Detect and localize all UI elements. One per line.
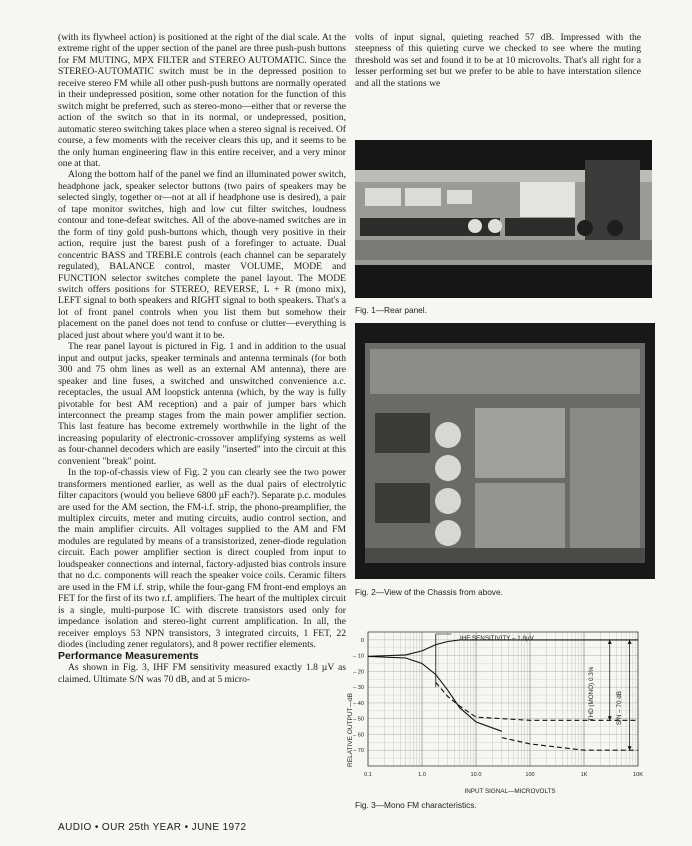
figure2-caption: Fig. 2—View of the Chassis from above. (355, 587, 503, 597)
y-tick-label: 0 (360, 637, 364, 644)
arrow-head (628, 746, 632, 750)
paragraph-muting: volts of input signal, quieting reached 57 dB. Impressed with the steepness of this quieting curve we checked to see where the muting threshold was set and found it to be at 10 microvolts. That's all right for a lesser performing set but we prefer to be able to have interstation silence and all the stations we (355, 32, 641, 89)
page-footer: AUDIO • OUR 25th YEAR • JUNE 1972 (58, 822, 247, 833)
paragraph-chassis: In the top-of-chassis view of Fig. 2 you can clearly see the two power transformers mentioned earlier, as well as the dual pairs of electrolytic filter capacitors (would you believe 6800 µF each?). Separate p.c. modules are used for the AM section, the FM-i.f. strip, the phono-preamplifier, the multiplex circuits, meter and muting circuits, audio control section, and the main amplifier circuits. All voltages supplied to the AM and FM modules are regulated by means of a transistorized, zener-diode regulation circuit. Each power amplifier section is direct coupled from input to loudspeaker connections and internal, factory-adjusted bias controls insure that no d.c. components will reach the speaker voice coils. Ceramic filters are used in the FM i.f. strip, while the four-gang FM front-end employs an FET for the first of its two r.f. amplifiers. The heart of the multiplex circuit is a single, multi-purpose IC with discrete transistors used only for impedance isolation and stereo-light current amplification. In all, the receiver employs 53 NPN transistors, 3 integrated circuits, 1 FET, 22 diodes (including zener regulators), and 8 power rectifier elements. (58, 467, 346, 651)
chassis-photo (355, 323, 655, 579)
chart-series (368, 634, 638, 750)
x-tick-label: 100 (525, 772, 535, 778)
plot-frame (368, 632, 638, 766)
y-tick-label: – 70 (353, 748, 364, 755)
arrow-head (608, 640, 612, 644)
chart-grid (368, 632, 638, 766)
series-line (502, 738, 638, 751)
y-tick-label: – 40 (353, 700, 364, 707)
series-line (368, 640, 638, 657)
mono-fm-chart (338, 618, 656, 796)
y-tick-label: – 30 (353, 685, 364, 692)
arrow-head (608, 716, 612, 720)
x-tick-label: 10K (633, 772, 643, 778)
arrow-head (628, 640, 632, 644)
series-line (368, 656, 502, 731)
sn-annotation: S/N – 70 dB (616, 691, 623, 725)
paragraph-rear-panel: The rear panel layout is pictured in Fig. 1 and in addition to the usual input and output jacks, speaker terminals and antenna terminals (for both 300 and 75 ohm lines as well as an external AM antenna), there are speaker and line fuses, a switched and unswitched convenience a.c. receptacles, the usual AM loopstick antenna (which, by the way is fully pivotable for best AM reception) and a pair of jumper bars which interconnect the preamp stages from the main power amplifier section. This last feature has become extremely worthwhile in the light of the increasing popularity of electronic-crossover amplifying systems as well as four-channel decoders which are easily "inserted" into the circuit at this convenient "break" point. (58, 341, 346, 467)
series-line (436, 682, 638, 720)
y-axis-label: RELATIVE OUTPUT—dB (347, 693, 354, 767)
y-tick-label: – 50 (353, 716, 364, 723)
left-column (58, 32, 346, 685)
y-tick-label: – 60 (353, 732, 364, 739)
paragraph-controls-upper: (with its flywheel action) is positioned at the right of the dial scale. At the extreme right of the upper section of the panel are three push-push buttons for FM MUTING, MPX FILTER and STEREO AUTOMATIC. Since the STEREO-AUTOMATIC switch must be in the depressed position to receive stereo FM while all other push-push buttons are normally operated in their undepressed position, some other notation for the function of this switch might be preferred, such as stereo-mono—either that or reverse the action of the switch so that in its normal, or undepressed, position, automatic stereo switching takes place when a stereo signal is received. Of course, a few moments with the receiver clears this up, and it seems to be the only human engineering flaw in this entire receiver, and a very minor one at that. (58, 32, 346, 169)
x-tick-label: 10.0 (470, 772, 482, 778)
paragraph-performance: As shown in Fig. 3, IHF FM sensitivity measured exactly 1.8 µV as claimed. Ultimate S/N was 70 dB, and at 5 micro- (58, 662, 346, 685)
figure3-caption: Fig. 3—Mono FM characteristics. (355, 800, 477, 810)
x-tick-label: 1.0 (418, 772, 426, 778)
x-tick-label: 1K (580, 772, 588, 778)
chart-axes (353, 632, 643, 778)
ihf-sensitivity-annotation: IHF SENSITIVITY – 1.8µV (460, 635, 534, 642)
y-tick-label: – 20 (353, 669, 364, 676)
x-axis-label: INPUT SIGNAL—MICROVOLTS (464, 788, 556, 795)
paragraph-controls-lower: Along the bottom half of the panel we find an illuminated power switch, headphone jack, speaker selector buttons (two pairs of speakers may be selected singly, together or—not at all if headphone use is desired), a pair of tape monitor switches, high and low cut filter switches, loudness contour and tone-defeat switches. All of the above-named switches are in the form of tiny gold push-buttons which, though very positive in their action, require just the barest push of a forefinger to actuate. Dual concentric BASS and TREBLE controls (each channel can be separately regulated), BALANCE control, master VOLUME, MODE and FUNCTION selector switches complete the panel layout. The MODE switch offers positions for STEREO, REVERSE, L + R (mono mix), LEFT signal to both speakers and RIGHT signal to both speakers. That's a lot of front panel controls when you list them but somehow their placement on the panel does not tend to confuse or clutter—everything is placed just about where you'd want it to be. (58, 169, 346, 341)
right-column (355, 32, 641, 89)
rear-panel-photo (355, 140, 652, 298)
figure1-caption: Fig. 1—Rear panel. (355, 305, 427, 315)
thd-annotation: THD (MONO) 0.3% (588, 666, 595, 722)
x-tick-label: 0.1 (364, 772, 372, 778)
y-tick-label: – 10 (353, 653, 364, 660)
section-heading: Performance Measurements (58, 650, 199, 663)
